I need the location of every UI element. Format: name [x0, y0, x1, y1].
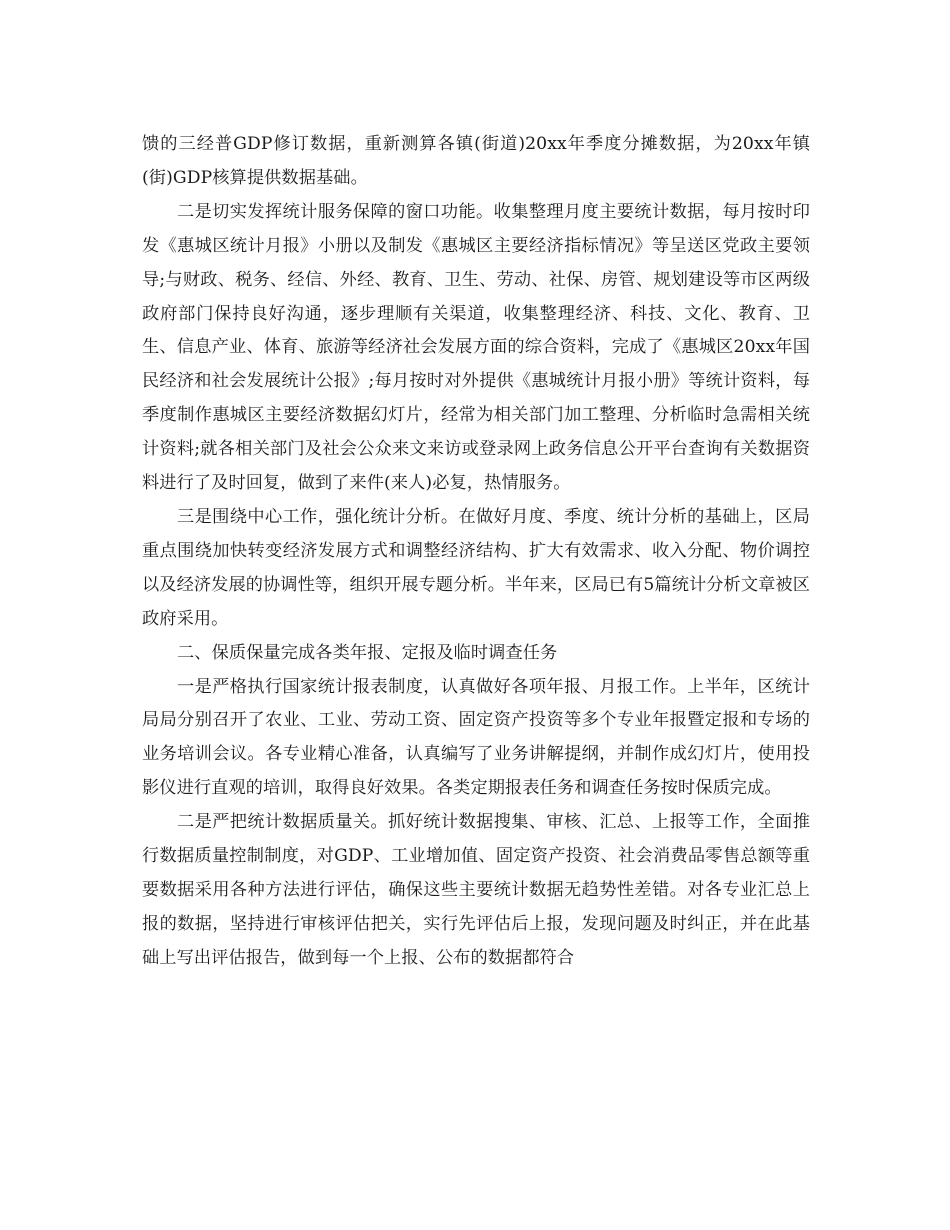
paragraph-continued: 馈的三经普GDP修订数据，重新测算各镇(街道)20xx年季度分摊数据，为20xx年镇(街)GDP核算提供数据基础。 — [142, 134, 810, 188]
section-heading: 二、保质保量完成各类年报、定报及临时调查任务 — [177, 642, 558, 663]
paragraph-statistical-service: 二是切实发挥统计服务保障的窗口功能。收集整理月度主要统计数据，每月按时印发《惠城区统计月报》小册以及制发《惠城区主要经济指标情况》等呈送区党政主要领导;与财政、税务、经信、外经、教育、卫生、劳动、社保、房管、规划建设等市区两级政府部门保持良好沟通，逐步理顺有关渠道，收集整理经济、科技、文化、教育、卫生、信息产业、体育、旅游等经济社会发展方面的综合资料，完成了《惠城区20xx年国民经济和社会发展统计公报》;每月按时对外提供《惠城统计月报小册》等统计资料，每季度制作惠城区主要经济数据幻灯片，经常为相关部门加工整理、分析临时急需相关统计资料;就各相关部门及社会公众来文来访或登录网上政务信息公开平台查询有关数据资料进行了及时回复，做到了来件(来人)必复，热情服务。 — [142, 201, 810, 494]
paragraph-statistical-analysis: 三是围绕中心工作，强化统计分析。在做好月度、季度、统计分析的基础上，区局重点围绕加快转变经济发展方式和调整经济结构、扩大有效需求、收入分配、物价调控以及经济发展的协调性等，组织开展专题分析。半年来，区局已有5篇统计分析文章被区政府采用。 — [142, 506, 810, 629]
document-body — [142, 128, 810, 976]
paragraph-report-system: 一是严格执行国家统计报表制度，认真做好各项年报、月报工作。上半年，区统计局局分别召开了农业、工业、劳动工资、固定资产投资等多个专业年报暨定报和专场的业务培训会议。各专业精心准备，认真编写了业务讲解提纲，并制作成幻灯片，使用投影仪进行直观的培训，取得良好效果。各类定期报表任务和调查任务按时保质完成。 — [142, 676, 810, 799]
paragraph-data-quality: 二是严把统计数据质量关。抓好统计数据搜集、审核、汇总、上报等工作，全面推行数据质量控制制度，对GDP、工业增加值、固定资产投资、社会消费品零售总额等重要数据采用各种方法进行评估，确保这些主要统计数据无趋势性差错。对各专业汇总上报的数据，坚持进行审核评估把关，实行先评估后上报，发现问题及时纠正，并在此基础上写出评估报告，做到每一个上报、公布的数据都符合 — [142, 812, 810, 968]
